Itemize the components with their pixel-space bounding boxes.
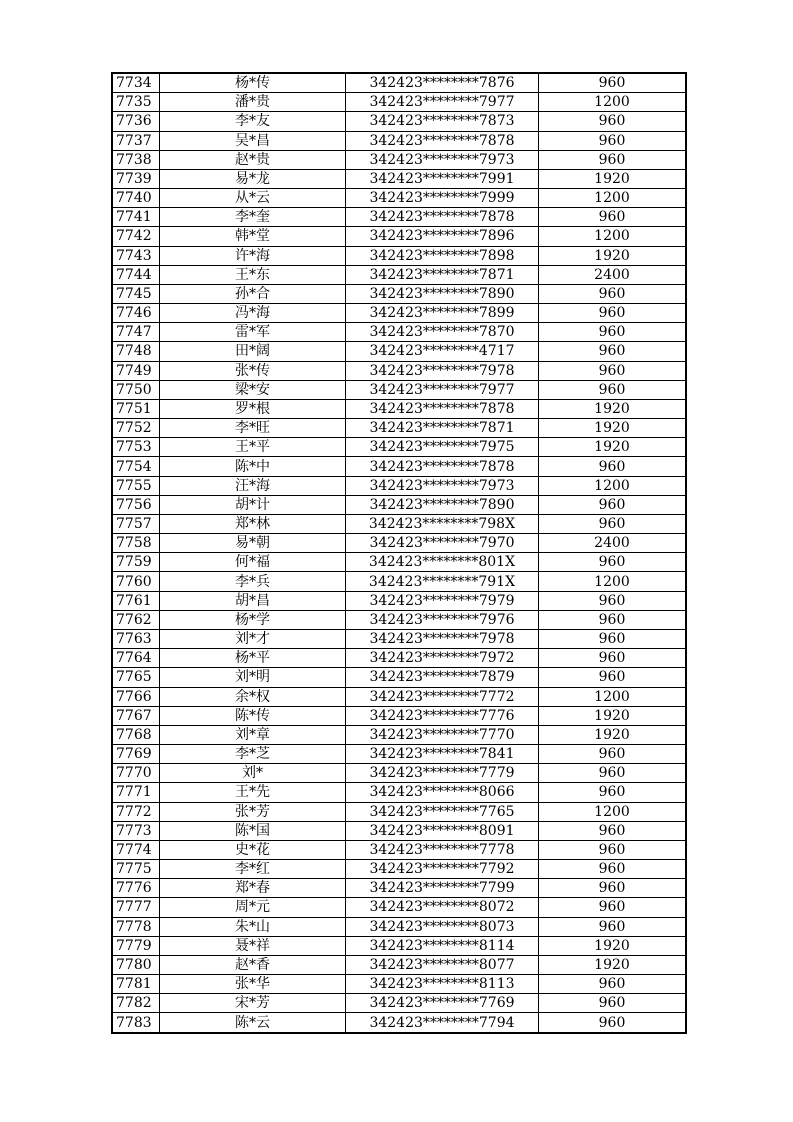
amount-cell: 960 [539,457,687,476]
row-number-cell: 7746 [112,304,160,323]
table-row [112,189,686,208]
row-number-cell: 7757 [112,514,160,533]
name-cell: 陈*中 [160,457,346,476]
name-cell: 郑*春 [160,879,346,898]
name-cell: 张*传 [160,361,346,380]
amount-cell: 960 [539,745,687,764]
amount-cell: 960 [539,917,687,936]
row-number-cell: 7780 [112,955,160,974]
name-cell: 张*华 [160,975,346,994]
row-number-cell: 7765 [112,668,160,687]
id-number-cell: 342423********7776 [346,706,539,725]
table-row [112,361,686,380]
row-number-cell: 7766 [112,687,160,706]
row-number-cell: 7756 [112,495,160,514]
table-row [112,821,686,840]
name-cell: 李*红 [160,860,346,879]
table-row [112,860,686,879]
amount-cell: 1920 [539,936,687,955]
amount-cell: 1920 [539,169,687,188]
table-row [112,840,686,859]
table-row [112,323,686,342]
name-cell: 赵*贵 [160,150,346,169]
amount-cell: 960 [539,112,687,131]
id-number-cell: 342423********8114 [346,936,539,955]
table-row [112,246,686,265]
table-row [112,457,686,476]
name-cell: 胡*计 [160,495,346,514]
name-cell: 李*兵 [160,572,346,591]
row-number-cell: 7783 [112,1013,160,1033]
amount-cell: 960 [539,361,687,380]
name-cell: 易*龙 [160,169,346,188]
amount-cell: 1920 [539,438,687,457]
amount-cell: 960 [539,591,687,610]
amount-cell: 1920 [539,706,687,725]
id-number-cell: 342423********8091 [346,821,539,840]
row-number-cell: 7768 [112,725,160,744]
row-number-cell: 7781 [112,975,160,994]
name-cell: 张*芳 [160,802,346,821]
table-row [112,783,686,802]
amount-cell: 1920 [539,399,687,418]
id-number-cell: 342423********7792 [346,860,539,879]
id-number-cell: 342423********7977 [346,380,539,399]
id-number-cell: 342423********7878 [346,457,539,476]
name-cell: 梁*安 [160,380,346,399]
name-cell: 陈*云 [160,1013,346,1033]
name-cell: 余*权 [160,687,346,706]
row-number-cell: 7738 [112,150,160,169]
table-row [112,208,686,227]
name-cell: 刘* [160,764,346,783]
name-cell: 李*奎 [160,208,346,227]
table-row [112,342,686,361]
amount-cell: 960 [539,840,687,859]
name-cell: 罗*根 [160,399,346,418]
id-number-cell: 342423********7978 [346,361,539,380]
data-table [111,72,687,1034]
table-row [112,380,686,399]
row-number-cell: 7735 [112,93,160,112]
row-number-cell: 7776 [112,879,160,898]
row-number-cell: 7770 [112,764,160,783]
id-number-cell: 342423********7769 [346,994,539,1013]
row-number-cell: 7734 [112,73,160,93]
table-row [112,610,686,629]
id-number-cell: 342423********7799 [346,879,539,898]
name-cell: 雷*军 [160,323,346,342]
id-number-cell: 342423********801X [346,553,539,572]
name-cell: 史*花 [160,840,346,859]
table-row [112,802,686,821]
table-body [112,73,686,1033]
table-row [112,514,686,533]
id-number-cell: 342423********7878 [346,399,539,418]
row-number-cell: 7752 [112,419,160,438]
id-number-cell: 342423********7772 [346,687,539,706]
name-cell: 王*平 [160,438,346,457]
id-number-cell: 342423********7976 [346,610,539,629]
id-number-cell: 342423********7778 [346,840,539,859]
row-number-cell: 7743 [112,246,160,265]
amount-cell: 960 [539,342,687,361]
row-number-cell: 7753 [112,438,160,457]
table-row [112,476,686,495]
table-row [112,745,686,764]
amount-cell: 1200 [539,476,687,495]
amount-cell: 960 [539,304,687,323]
row-number-cell: 7737 [112,131,160,150]
row-number-cell: 7747 [112,323,160,342]
name-cell: 许*海 [160,246,346,265]
table-row [112,975,686,994]
id-number-cell: 342423********7899 [346,304,539,323]
amount-cell: 960 [539,629,687,648]
table-row [112,668,686,687]
amount-cell: 960 [539,73,687,93]
table-row [112,265,686,284]
name-cell: 刘*明 [160,668,346,687]
name-cell: 潘*贵 [160,93,346,112]
id-number-cell: 342423********7873 [346,112,539,131]
table-row [112,73,686,93]
row-number-cell: 7763 [112,629,160,648]
id-number-cell: 342423********7978 [346,629,539,648]
name-cell: 杨*学 [160,610,346,629]
amount-cell: 1920 [539,246,687,265]
name-cell: 周*元 [160,898,346,917]
id-number-cell: 342423********8077 [346,955,539,974]
row-number-cell: 7755 [112,476,160,495]
id-number-cell: 342423********791X [346,572,539,591]
name-cell: 郑*林 [160,514,346,533]
row-number-cell: 7754 [112,457,160,476]
table-row [112,399,686,418]
table-row [112,419,686,438]
id-number-cell: 342423********7878 [346,131,539,150]
name-cell: 刘*章 [160,725,346,744]
amount-cell: 1920 [539,955,687,974]
id-number-cell: 342423********7878 [346,208,539,227]
id-number-cell: 342423********7991 [346,169,539,188]
table-row [112,649,686,668]
id-number-cell: 342423********8113 [346,975,539,994]
row-number-cell: 7773 [112,821,160,840]
table-row [112,112,686,131]
row-number-cell: 7771 [112,783,160,802]
id-number-cell: 342423********7879 [346,668,539,687]
row-number-cell: 7744 [112,265,160,284]
row-number-cell: 7774 [112,840,160,859]
name-cell: 李*友 [160,112,346,131]
amount-cell: 960 [539,553,687,572]
row-number-cell: 7745 [112,284,160,303]
id-number-cell: 342423********7973 [346,476,539,495]
row-number-cell: 7767 [112,706,160,725]
amount-cell: 960 [539,975,687,994]
row-number-cell: 7762 [112,610,160,629]
id-number-cell: 342423********4717 [346,342,539,361]
id-number-cell: 342423********7871 [346,265,539,284]
id-number-cell: 342423********8066 [346,783,539,802]
id-number-cell: 342423********7979 [346,591,539,610]
name-cell: 王*东 [160,265,346,284]
row-number-cell: 7778 [112,917,160,936]
id-number-cell: 342423********7871 [346,419,539,438]
row-number-cell: 7782 [112,994,160,1013]
name-cell: 韩*堂 [160,227,346,246]
row-number-cell: 7751 [112,399,160,418]
amount-cell: 960 [539,860,687,879]
table-row [112,591,686,610]
table-row [112,629,686,648]
row-number-cell: 7760 [112,572,160,591]
row-number-cell: 7759 [112,553,160,572]
amount-cell: 2400 [539,265,687,284]
name-cell: 陈*国 [160,821,346,840]
id-number-cell: 342423********798X [346,514,539,533]
amount-cell: 960 [539,898,687,917]
name-cell: 何*福 [160,553,346,572]
name-cell: 李*芝 [160,745,346,764]
id-number-cell: 342423********7779 [346,764,539,783]
name-cell: 田*阔 [160,342,346,361]
name-cell: 孙*合 [160,284,346,303]
name-cell: 吴*昌 [160,131,346,150]
row-number-cell: 7748 [112,342,160,361]
name-cell: 宋*芳 [160,994,346,1013]
row-number-cell: 7740 [112,189,160,208]
amount-cell: 960 [539,1013,687,1033]
name-cell: 陈*传 [160,706,346,725]
row-number-cell: 7742 [112,227,160,246]
row-number-cell: 7775 [112,860,160,879]
table-row [112,706,686,725]
amount-cell: 960 [539,783,687,802]
amount-cell: 960 [539,649,687,668]
table-row [112,725,686,744]
amount-cell: 960 [539,284,687,303]
amount-cell: 960 [539,764,687,783]
id-number-cell: 342423********7794 [346,1013,539,1033]
amount-cell: 1920 [539,419,687,438]
name-cell: 杨*平 [160,649,346,668]
table-row [112,687,686,706]
amount-cell: 960 [539,610,687,629]
row-number-cell: 7761 [112,591,160,610]
id-number-cell: 342423********7841 [346,745,539,764]
row-number-cell: 7736 [112,112,160,131]
row-number-cell: 7764 [112,649,160,668]
amount-cell: 960 [539,994,687,1013]
id-number-cell: 342423********7977 [346,93,539,112]
amount-cell: 1200 [539,802,687,821]
name-cell: 易*朝 [160,534,346,553]
table-row [112,131,686,150]
table-row [112,169,686,188]
table-row [112,572,686,591]
table-row [112,93,686,112]
table-row [112,764,686,783]
table-row [112,553,686,572]
table-row [112,438,686,457]
id-number-cell: 342423********7876 [346,73,539,93]
id-number-cell: 342423********7970 [346,534,539,553]
amount-cell: 1200 [539,189,687,208]
name-cell: 胡*昌 [160,591,346,610]
amount-cell: 960 [539,879,687,898]
id-number-cell: 342423********7870 [346,323,539,342]
amount-cell: 960 [539,150,687,169]
row-number-cell: 7779 [112,936,160,955]
row-number-cell: 7758 [112,534,160,553]
table-row [112,150,686,169]
table-row [112,955,686,974]
id-number-cell: 342423********7770 [346,725,539,744]
table-row [112,284,686,303]
amount-cell: 960 [539,821,687,840]
name-cell: 朱*山 [160,917,346,936]
row-number-cell: 7750 [112,380,160,399]
id-number-cell: 342423********7973 [346,150,539,169]
id-number-cell: 342423********8072 [346,898,539,917]
id-number-cell: 342423********7890 [346,495,539,514]
row-number-cell: 7739 [112,169,160,188]
row-number-cell: 7749 [112,361,160,380]
name-cell: 聂*祥 [160,936,346,955]
name-cell: 刘*才 [160,629,346,648]
amount-cell: 1920 [539,725,687,744]
amount-cell: 960 [539,323,687,342]
amount-cell: 1200 [539,93,687,112]
row-number-cell: 7741 [112,208,160,227]
name-cell: 赵*香 [160,955,346,974]
id-number-cell: 342423********7898 [346,246,539,265]
name-cell: 从*云 [160,189,346,208]
row-number-cell: 7769 [112,745,160,764]
amount-cell: 960 [539,514,687,533]
table-row [112,534,686,553]
id-number-cell: 342423********7765 [346,802,539,821]
id-number-cell: 342423********7896 [346,227,539,246]
table-row [112,1013,686,1033]
amount-cell: 960 [539,668,687,687]
table-row [112,495,686,514]
name-cell: 杨*传 [160,73,346,93]
name-cell: 王*先 [160,783,346,802]
amount-cell: 960 [539,380,687,399]
table-row [112,936,686,955]
id-number-cell: 342423********7972 [346,649,539,668]
id-number-cell: 342423********8073 [346,917,539,936]
table-row [112,879,686,898]
amount-cell: 1200 [539,227,687,246]
amount-cell: 960 [539,208,687,227]
name-cell: 汪*海 [160,476,346,495]
table-row [112,994,686,1013]
amount-cell: 1200 [539,572,687,591]
amount-cell: 960 [539,495,687,514]
name-cell: 李*旺 [160,419,346,438]
amount-cell: 960 [539,131,687,150]
row-number-cell: 7772 [112,802,160,821]
name-cell: 冯*海 [160,304,346,323]
row-number-cell: 7777 [112,898,160,917]
amount-cell: 2400 [539,534,687,553]
id-number-cell: 342423********7890 [346,284,539,303]
table-row [112,898,686,917]
table-row [112,227,686,246]
amount-cell: 1200 [539,687,687,706]
table-row [112,304,686,323]
table-row [112,917,686,936]
id-number-cell: 342423********7999 [346,189,539,208]
id-number-cell: 342423********7975 [346,438,539,457]
